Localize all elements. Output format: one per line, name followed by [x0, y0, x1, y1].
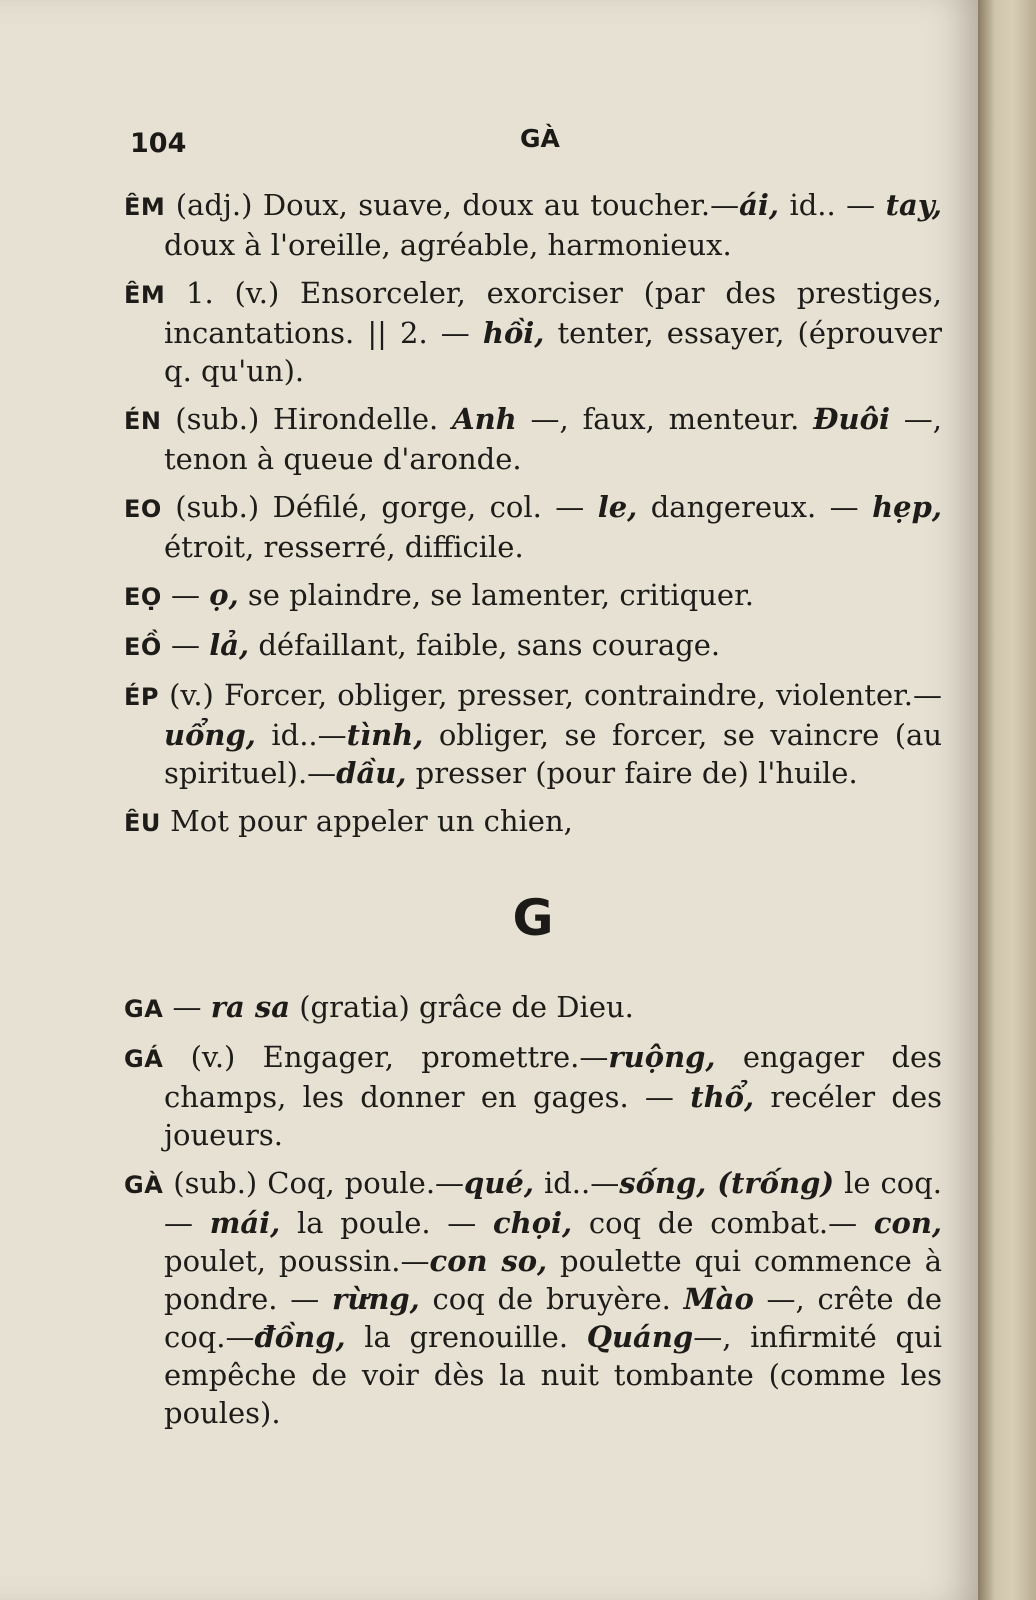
definition-text: id..— [255, 718, 347, 752]
definition-text: la grenouille. [345, 1320, 587, 1354]
entry-headword: ÊU [124, 809, 161, 837]
entry-headword: ÉN [124, 407, 162, 435]
dictionary-entry [124, 274, 942, 390]
vietnamese-term: ái, [739, 188, 779, 222]
definition-text: dangereux. — [637, 490, 873, 524]
dictionary-entry [124, 488, 942, 566]
definition-text: se plaindre, se lamenter, critiquer. [238, 578, 754, 612]
page-number: 104 [130, 128, 187, 159]
vietnamese-term: uổng, [164, 718, 256, 752]
definition-text: la poule. — [280, 1206, 493, 1240]
vietnamese-term: Quáng [586, 1320, 694, 1354]
definition-text: obliger, se forcer, se vaincre (au spirituel).— [164, 718, 943, 790]
entry-headword: GA [124, 995, 164, 1023]
definition-text: poulet, poussin.— [164, 1244, 430, 1278]
entry-headword: ÊM [124, 281, 166, 309]
vietnamese-term: lả, [209, 628, 250, 662]
vietnamese-term: dầu, [336, 756, 407, 790]
vietnamese-term: con, [873, 1206, 943, 1240]
definition-text: (v.) Forcer, obliger, presser, contraindre, violenter.— [158, 678, 942, 712]
definition-text: engager des champs, les donner en gages. — [164, 1040, 942, 1114]
definition-text: — [161, 578, 210, 612]
definition-text: coq de bruyère. [419, 1282, 684, 1316]
definition-text: —, tenon à queue d'aronde. [164, 402, 942, 476]
dictionary-entry [124, 576, 942, 616]
definition-text: (sub.) Coq, poule.— [163, 1166, 465, 1200]
vietnamese-term: tình, [346, 718, 424, 752]
vietnamese-term: Đuôi [813, 402, 890, 436]
vietnamese-term: sống, (trống) [619, 1166, 835, 1200]
definition-text: — [163, 990, 211, 1024]
definition-text: —, infirmité qui empêche de voir dès la nuit tombante (comme les poules). [164, 1320, 942, 1430]
dictionary-entry [124, 1038, 942, 1154]
entries-before-g [124, 186, 942, 842]
vietnamese-term: Mào [683, 1282, 754, 1316]
vietnamese-term: ra sa [210, 990, 291, 1024]
entry-headword: ÊM [124, 193, 166, 221]
definition-text: le coq. — [164, 1166, 942, 1240]
running-head: GÀ [520, 124, 560, 153]
entry-headword: EỌ [124, 583, 162, 611]
definition-text: (adj.) Doux, suave, doux au toucher.— [165, 188, 740, 222]
dictionary-entry [124, 988, 942, 1028]
definition-text: défaillant, faible, sans courage. [249, 628, 721, 662]
entry-headword: EỒ [124, 633, 162, 661]
vietnamese-term: hẹp, [872, 490, 943, 524]
definition-text: (gratia) grâce de Dieu. [290, 990, 634, 1024]
definition-text: 1. (v.) Ensorceler, exorciser (par des prestiges, incantations. || 2. — [164, 276, 942, 350]
definition-text: presser (pour faire de) l'huile. [406, 756, 858, 790]
definition-text: (v.) Engager, promettre.— [163, 1040, 609, 1074]
dictionary-entry [124, 1164, 942, 1432]
vietnamese-term: qué, [464, 1166, 534, 1200]
definition-text: id.. — [778, 188, 886, 222]
vietnamese-term: rừng, [331, 1282, 420, 1316]
vietnamese-term: Anh [452, 402, 517, 436]
vietnamese-term: con so, [429, 1244, 548, 1278]
definition-text: —, faux, menteur. [516, 402, 814, 436]
vietnamese-term: đồng, [254, 1320, 346, 1354]
definition-text: étroit, resserré, difficile. [164, 530, 524, 564]
definition-text: (sub.) Défilé, gorge, col. — [161, 490, 598, 524]
vietnamese-term: chọi, [492, 1206, 573, 1240]
vietnamese-term: mái, [209, 1206, 281, 1240]
definition-text: (sub.) Hirondelle. [161, 402, 453, 436]
vietnamese-term: tay, [885, 188, 942, 222]
entry-headword: ÉP [124, 683, 159, 711]
adjacent-page-edge [978, 0, 1036, 1600]
entries-g-section [124, 988, 942, 1432]
dictionary-entry [124, 186, 942, 264]
dictionary-entry [124, 676, 942, 792]
definition-text: poulette qui commence à pondre. — [164, 1244, 942, 1316]
vietnamese-term: hồi, [482, 316, 545, 350]
definition-text: coq de combat.— [572, 1206, 874, 1240]
definition-text: tenter, essayer, (éprouver q. qu'un). [164, 316, 942, 388]
dictionary-entry [124, 626, 942, 666]
definition-text: recéler des joueurs. [164, 1080, 942, 1152]
definition-text: doux à l'oreille, agréable, harmonieux. [164, 228, 732, 262]
entry-headword: GÀ [124, 1171, 164, 1199]
definition-text: — [161, 628, 210, 662]
dictionary-entries [124, 186, 942, 1442]
dictionary-entry [124, 400, 942, 478]
vietnamese-term: le, [597, 490, 638, 524]
definition-text: id..— [533, 1166, 620, 1200]
vietnamese-term: thổ, [690, 1080, 755, 1114]
dictionary-entry [124, 802, 942, 842]
entry-headword: EO [124, 495, 162, 523]
section-letter: G [512, 889, 554, 947]
vietnamese-term: ruộng, [608, 1040, 716, 1074]
entry-headword: GÁ [124, 1045, 164, 1073]
page-header [130, 124, 930, 168]
definition-text: Mot pour appeler un chien, [160, 804, 573, 838]
vietnamese-term: ọ, [209, 578, 239, 612]
definition-text: —, crête de coq.— [164, 1282, 942, 1354]
